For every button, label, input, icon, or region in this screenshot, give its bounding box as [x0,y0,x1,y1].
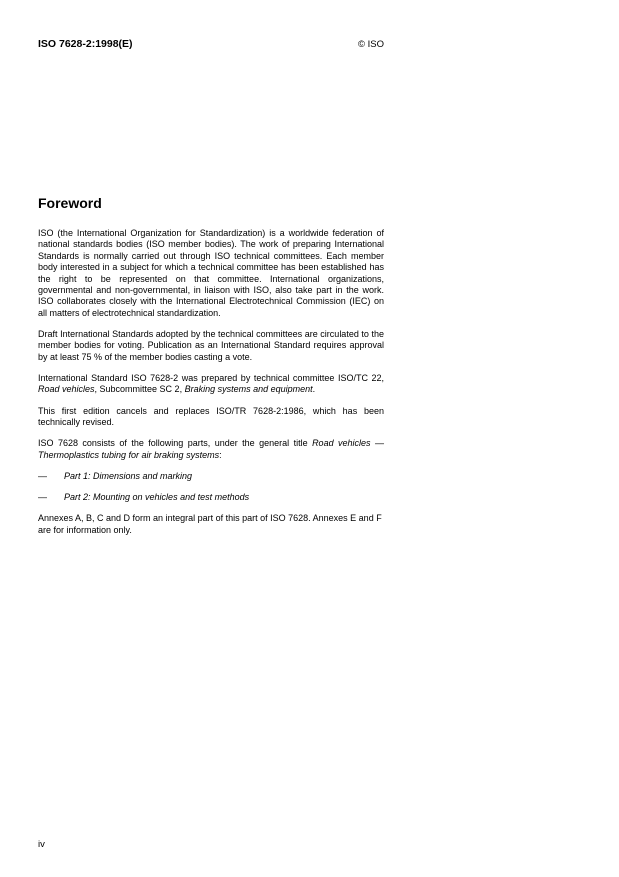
subcommittee-title: Braking systems and equipment [184,384,313,395]
page-number: iv [38,839,45,850]
paragraph-iso-intro: ISO (the International Organization for Standardization) is a worldwide federation of national standards bodies (ISO member bodies). The work of preparing International Standards is normally carried out through ISO technical committees. Each member body interested in a subject for which a technical committee has been established has the right to be represented on that committee. International organizations, governmental and non-governmental, in liaison with ISO, also take part in the work. ISO collaborates closely with the International Electrotechnical Commission (IEC) on all matters of electrotechnical standardization. [38,228,384,318]
prepared-by-text-2: , Subcommittee SC 2, [94,384,185,395]
list-item [38,471,384,482]
prepared-by-text-1: International Standard ISO 7628-2 was prepared by technical committee ISO/TC 22, [38,373,384,384]
paragraph-parts [38,438,384,461]
list-item-text: Part 2: Mounting on vehicles and test methods [64,492,250,503]
copyright-label: © ISO [357,39,384,50]
paragraph-prepared-by [38,373,384,396]
page-title: Foreword [38,195,102,211]
parts-text-1: ISO 7628 consists of the following parts, under the general title [38,438,313,449]
paragraph-draft-standards: Draft International Standards adopted by the technical committees are circulated to the member bodies for voting. Publication as an International Standard requires approval by at least 75 % of the member bodies casting a vote. [38,329,384,362]
committee-title: Road vehicles [38,384,95,395]
parts-text-2: : [219,449,222,460]
foreword-body [38,228,384,546]
list-item [38,492,384,503]
prepared-by-text-3: . [312,384,316,395]
document-number: ISO 7628-2:1998(E) [38,38,133,50]
paragraph-first-edition: This first edition cancels and replaces ISO/TR 7628-2:1986, which has been technically revised. [38,405,384,428]
list-dash: — [38,492,47,503]
list-item-text: Part 1: Dimensions and marking [64,470,193,481]
paragraph-annexes: Annexes A, B, C and D form an integral part of this part of ISO 7628. Annexes E and F are for information only. [38,513,382,535]
general-title: Road vehicles — Thermoplastics tubing for air braking systems [38,438,384,460]
list-dash: — [38,470,47,481]
